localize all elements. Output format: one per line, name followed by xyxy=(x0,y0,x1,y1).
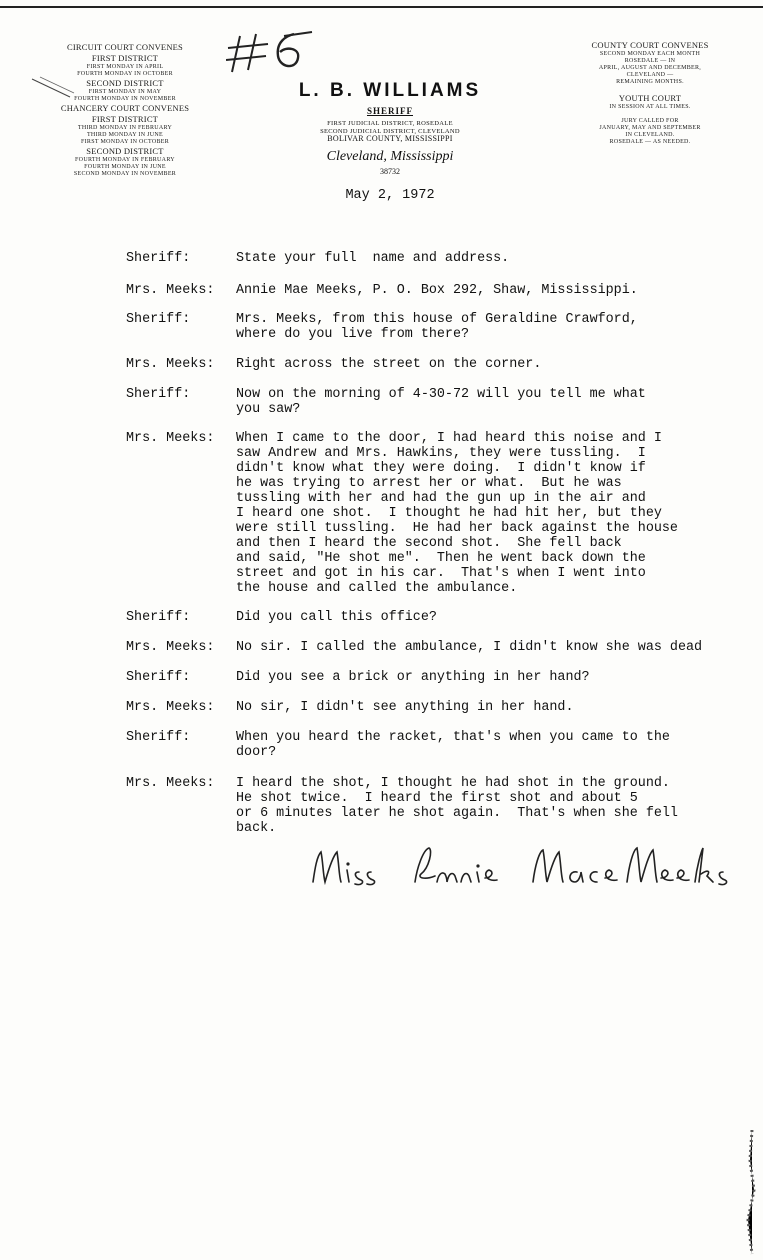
speaker-label: Mrs. Meeks: xyxy=(126,357,215,372)
left-column-line: THIRD MONDAY IN JUNE xyxy=(86,132,164,138)
statement-line: the house and called the ambulance. xyxy=(236,581,518,596)
statement-line: When I came to the door, I had heard this noise and I xyxy=(236,431,662,446)
handwritten-number-mark xyxy=(226,28,316,78)
statement-line: State your full name and address. xyxy=(236,251,510,266)
speaker-label: Mrs. Meeks: xyxy=(126,431,215,446)
statement-text xyxy=(236,283,638,298)
left-column-line: FIRST DISTRICT xyxy=(91,114,159,124)
statement-line: saw Andrew and Mrs. Hawkins, they were tussling. I xyxy=(236,446,646,461)
statement-line: he was trying to arrest her or what. But he was xyxy=(236,476,622,491)
statement-line: where do you live from there? xyxy=(236,327,470,342)
statement-line: No sir. I called the ambulance, I didn't know she was dead xyxy=(236,640,703,655)
right-column-line: YOUTH COURT xyxy=(618,93,682,103)
top-border-line xyxy=(0,6,763,8)
left-column-line: FOURTH MONDAY IN OCTOBER xyxy=(77,71,173,77)
statement-text xyxy=(236,700,574,715)
statement-line: When you heard the racket, that's when you came to the xyxy=(236,730,670,745)
statement-line: back. xyxy=(236,821,277,836)
statement-line: Did you call this office? xyxy=(236,610,437,625)
letterhead-center xyxy=(280,80,500,176)
right-column-line: APRIL, AUGUST AND DECEMBER, xyxy=(598,65,702,71)
statement-line: I heard the shot, I thought he had shot in the ground. xyxy=(236,776,670,791)
left-column-line: FIRST MONDAY IN OCTOBER xyxy=(80,139,170,145)
statement-line: or 6 minutes later he shot again. That's when she fell xyxy=(236,806,678,821)
right-column-line xyxy=(570,86,730,93)
statement-line: were still tussling. He had her back against the house xyxy=(236,521,678,536)
speaker-label: Mrs. Meeks: xyxy=(126,700,215,715)
statement-line: and then I heard the second shot. She fell back xyxy=(236,536,622,551)
speaker-label: Sheriff: xyxy=(126,730,191,745)
statement-line: didn't know what they were doing. I didn't know if xyxy=(236,461,646,476)
district-line-3: BOLIVAR COUNTY, MISSISSIPPI xyxy=(327,134,453,143)
statement-text xyxy=(236,670,590,685)
statement-line: Did you see a brick or anything in her hand? xyxy=(236,670,590,685)
letter-date: May 2, 1972 xyxy=(345,188,435,203)
statement-text xyxy=(236,357,541,372)
speaker-label: Sheriff: xyxy=(126,251,191,266)
statement-line: door? xyxy=(236,745,277,760)
district-line-2: SECOND JUDICIAL DISTRICT, CLEVELAND xyxy=(320,127,460,135)
left-column-line: THIRD MONDAY IN FEBRUARY xyxy=(77,125,173,131)
left-column-line: SECOND DISTRICT xyxy=(86,146,164,156)
speaker-label: Mrs. Meeks: xyxy=(126,283,215,298)
statement-line: and said, "He shot me". Then he went back down the xyxy=(236,551,646,566)
left-column-line: FOURTH MONDAY IN NOVEMBER xyxy=(74,96,176,102)
scan-mark xyxy=(30,75,90,105)
left-column-line: FIRST MONDAY IN MAY xyxy=(88,89,162,95)
right-column-line: IN SESSION AT ALL TIMES. xyxy=(609,104,691,110)
left-column-line: CIRCUIT COURT CONVENES xyxy=(67,42,183,52)
left-column-line: FIRST MONDAY IN APRIL xyxy=(86,64,164,70)
left-column-line: CHANCERY COURT CONVENES xyxy=(60,103,190,113)
right-column-line: JANUARY, MAY AND SEPTEMBER xyxy=(599,125,701,131)
left-column-line: SECOND DISTRICT xyxy=(86,78,164,88)
speaker-label: Mrs. Meeks: xyxy=(126,776,215,791)
speaker-label: Sheriff: xyxy=(126,610,191,625)
city-line: Cleveland, Mississippi xyxy=(326,148,454,164)
right-column-line: CLEVELAND — xyxy=(626,72,674,78)
letterhead-left-column xyxy=(45,42,205,178)
statement-text xyxy=(236,251,509,266)
statement-text xyxy=(236,776,678,836)
statement-text xyxy=(236,431,678,596)
statement-line: No sir, I didn't see anything in her hand. xyxy=(236,700,574,715)
statement-text xyxy=(236,387,646,417)
statement-text xyxy=(236,312,638,342)
statement-line: Annie Mae Meeks, P. O. Box 292, Shaw, Mississippi. xyxy=(236,283,638,298)
right-column-line xyxy=(570,111,730,118)
right-column-line: IN CLEVELAND. xyxy=(625,132,675,138)
statement-line: tussling with her and had the gun up in the air and xyxy=(236,491,646,506)
statement-line: I heard one shot. I thought he had hit her, but they xyxy=(236,506,662,521)
statement-text xyxy=(236,640,702,655)
right-column-line: REMAINING MONTHS. xyxy=(616,79,684,85)
speaker-label: Sheriff: xyxy=(126,312,191,327)
scan-edge-noise xyxy=(742,1130,762,1255)
right-column-line: JURY CALLED FOR xyxy=(621,118,679,124)
statement-text xyxy=(236,730,670,760)
right-column-line: ROSEDALE — IN xyxy=(624,58,676,64)
statement-line: Right across the street on the corner. xyxy=(236,357,542,372)
statement-line: Mrs. Meeks, from this house of Geraldine Crawford, xyxy=(236,312,638,327)
sheriff-name: L. B. WILLIAMS xyxy=(298,80,482,101)
statement-line: He shot twice. I heard the first shot and about 5 xyxy=(236,791,638,806)
district-line-1: FIRST JUDICIAL DISTRICT, ROSEDALE xyxy=(327,120,453,127)
right-column-line: COUNTY COURT CONVENES xyxy=(591,40,709,50)
speaker-label: Sheriff: xyxy=(126,387,191,402)
right-column-line: ROSEDALE — AS NEEDED. xyxy=(609,139,691,145)
zip-code: 38732 xyxy=(380,166,400,176)
left-column-line: FOURTH MONDAY IN FEBRUARY xyxy=(75,157,175,163)
left-column-line: FIRST DISTRICT xyxy=(91,53,159,63)
statement-line: you saw? xyxy=(236,402,301,417)
speaker-label: Sheriff: xyxy=(126,670,191,685)
left-column-line: FOURTH MONDAY IN JUNE xyxy=(84,164,166,170)
letterhead-right-column xyxy=(570,40,730,146)
right-column-line: SECOND MONDAY EACH MONTH xyxy=(599,51,701,57)
statement-line: street and got in his car. That's when I went into xyxy=(236,566,646,581)
statement-line: Now on the morning of 4-30-72 will you tell me what xyxy=(236,387,646,402)
sheriff-title: SHERIFF xyxy=(366,106,413,116)
speaker-label: Mrs. Meeks: xyxy=(126,640,215,655)
left-column-line: SECOND MONDAY IN NOVEMBER xyxy=(73,171,177,177)
handwritten-signature xyxy=(305,838,735,893)
statement-text xyxy=(236,610,437,625)
